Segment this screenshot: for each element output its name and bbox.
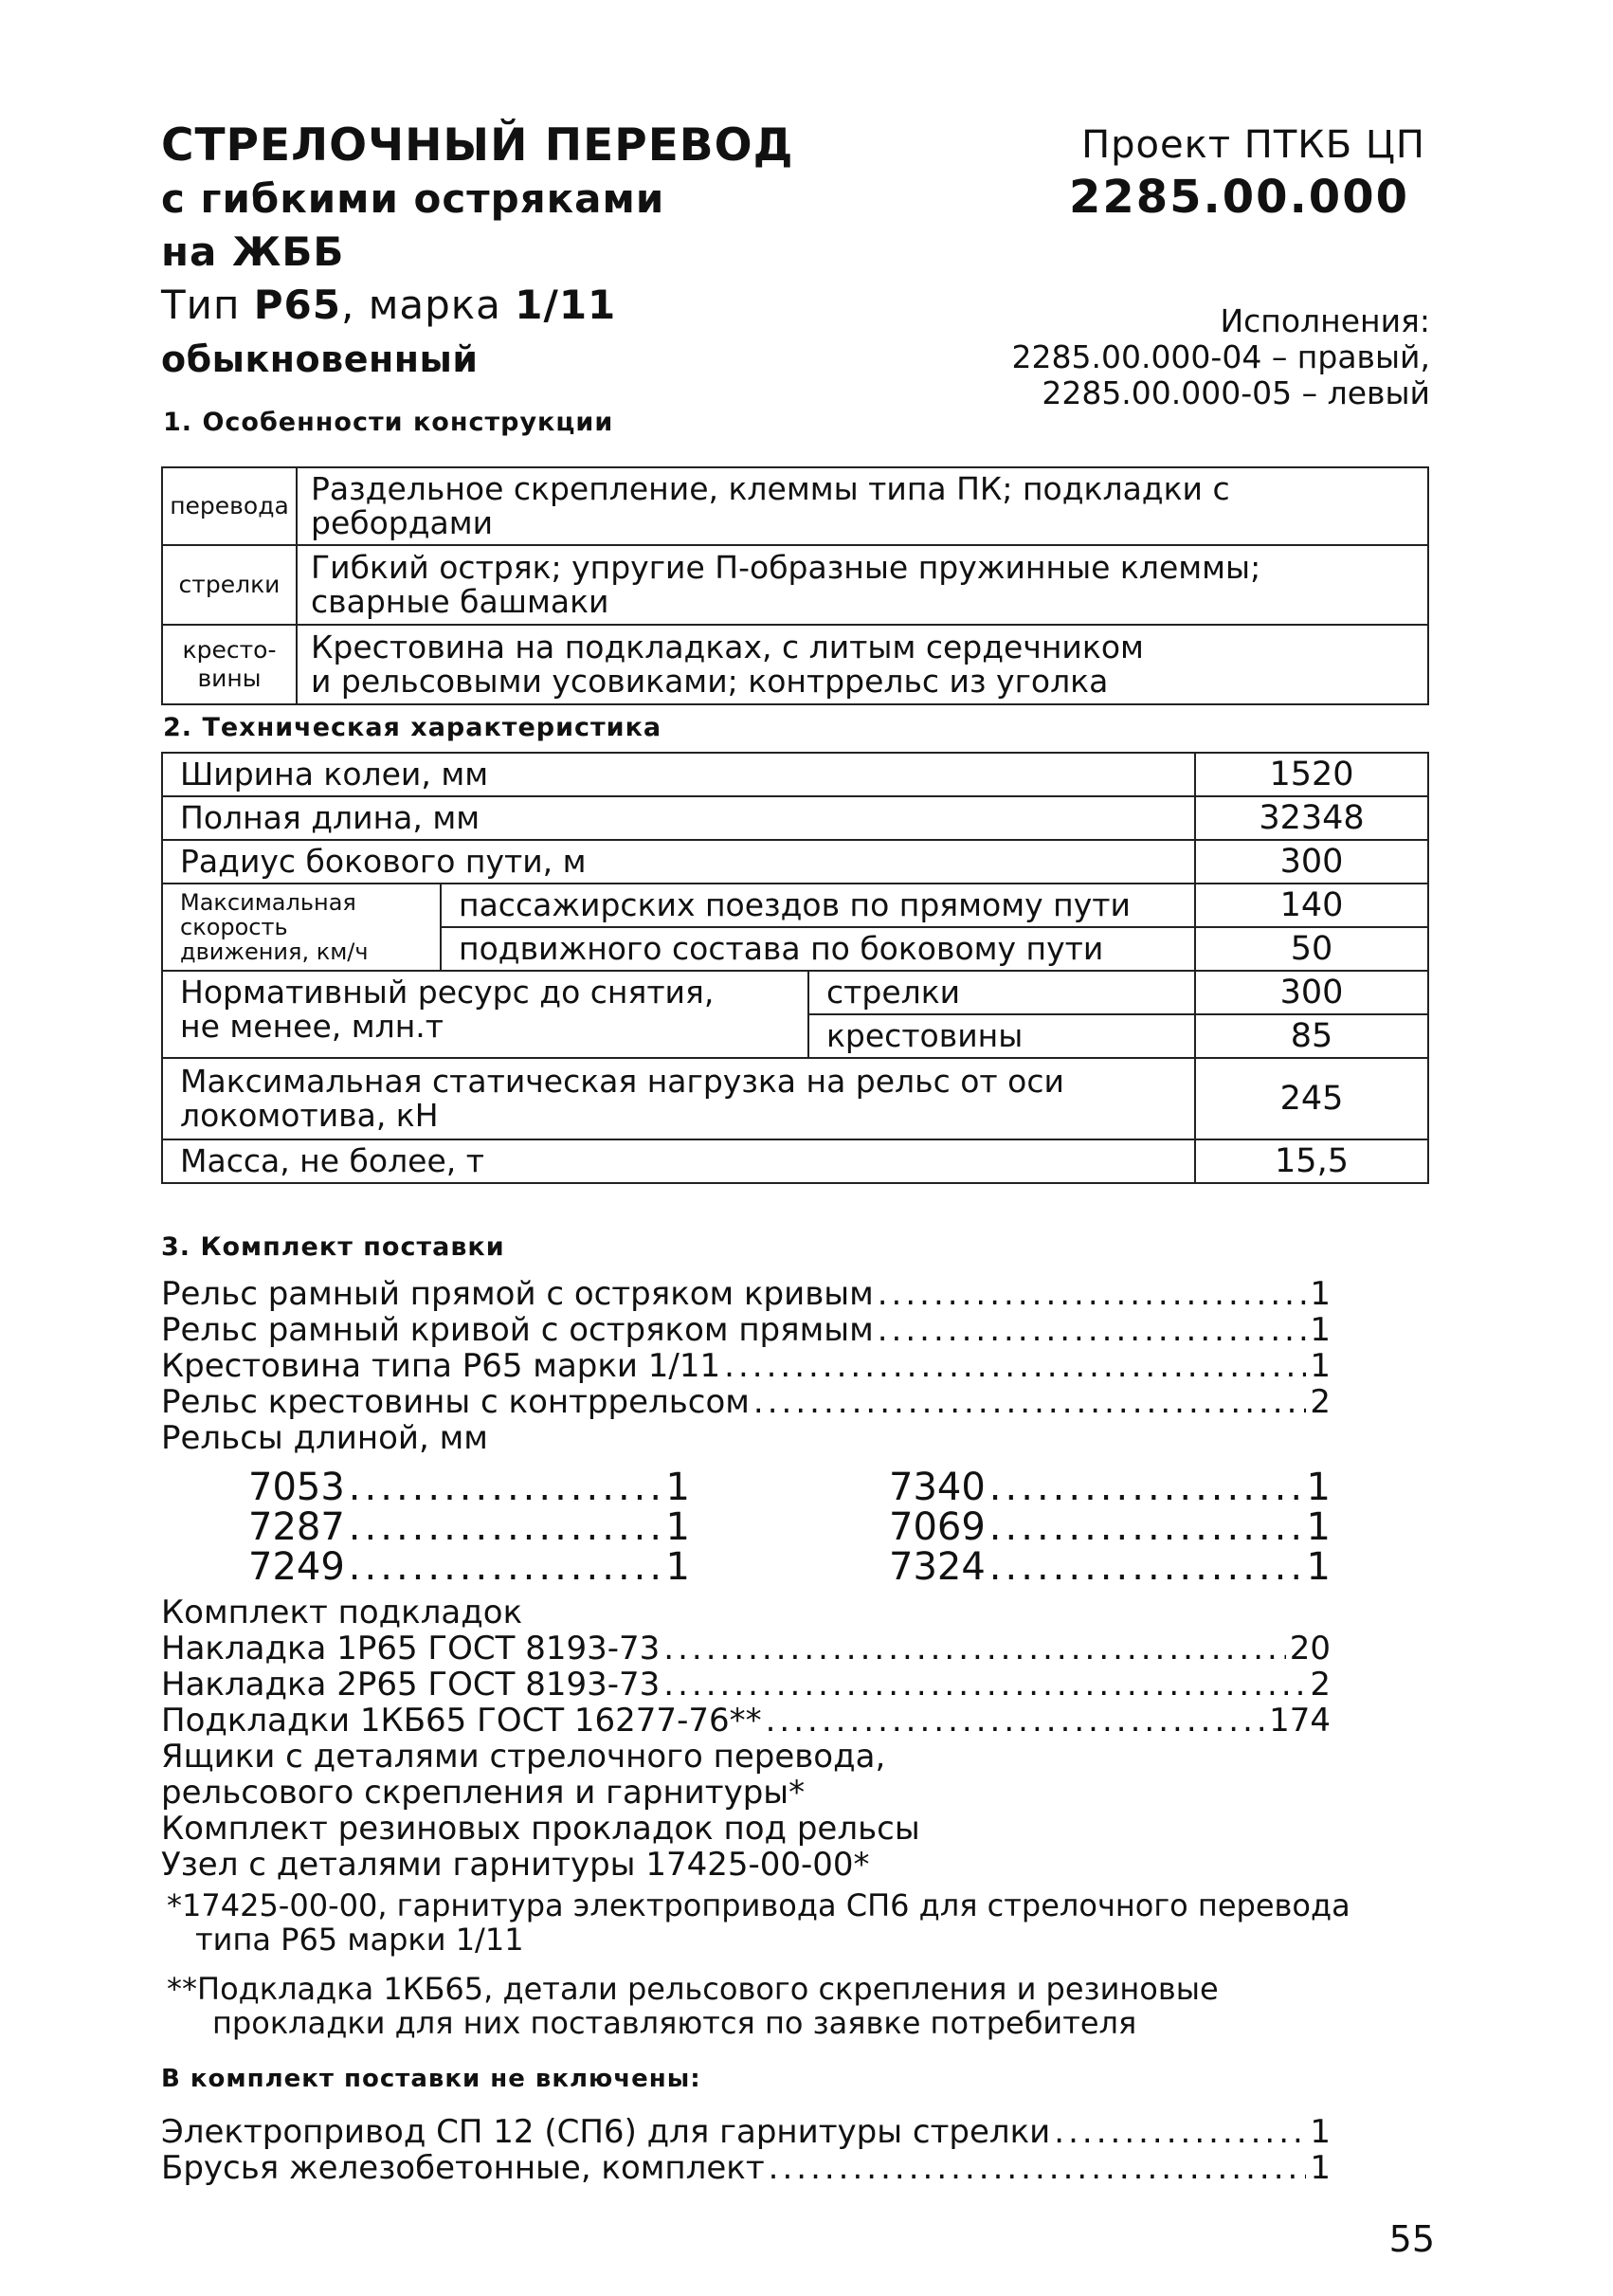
section-2-heading: 2. Техническая характеристика — [163, 713, 662, 742]
list-item: 7249 ..... 1 — [248, 1547, 690, 1587]
excluded-heading: В комплект поставки не включены: — [161, 2065, 701, 2093]
table-row — [162, 971, 1428, 1014]
list-item: Рельс рамный кривой с остряком прямым ..... 1 — [161, 1312, 1331, 1348]
list-item: 7287 ..... 1 — [248, 1507, 690, 1547]
feature-cell: Раздельное скрепление, клеммы типа ПК; подкладки с ребордами — [297, 467, 1428, 545]
executions-label: Исполнения: — [1220, 302, 1430, 339]
speed-straight-label: пассажирских поездов по прямому пути — [441, 884, 1195, 927]
rails-left-column — [248, 1467, 690, 1587]
spec-value: 245 — [1195, 1058, 1428, 1139]
executions-block — [1011, 303, 1430, 411]
spec-label: Полная длина, мм — [162, 796, 1195, 840]
spec-label: Радиус бокового пути, м — [162, 840, 1195, 884]
title-block — [161, 119, 793, 387]
list-item: Брусья железобетонные, комплект ..... 1 — [161, 2150, 1331, 2186]
list-item: 7053 ..... 1 — [248, 1467, 690, 1507]
list-item: Накладка 1Р65 ГОСТ 8193-73 ..... 20 — [161, 1631, 1331, 1667]
list-item: Рельс рамный прямой с остряком кривым ..... 1 — [161, 1276, 1331, 1312]
rails-right-column — [889, 1467, 1331, 1587]
table-row — [162, 796, 1428, 840]
title-subtitle-1: с гибкими остряками — [161, 175, 665, 222]
table-row — [162, 625, 1428, 704]
supply-list-bottom — [161, 1594, 1331, 1883]
project-number: 2285.00.000 — [1068, 171, 1409, 224]
list-item: рельсового скрепления и гарнитуры* — [161, 1774, 806, 1812]
table-row — [162, 753, 1428, 796]
technical-specs-table — [161, 752, 1429, 1184]
spec-value: 300 — [1195, 971, 1428, 1014]
table-row — [162, 1058, 1428, 1139]
footnote-1: *17425-00-00, гарнитура электропривода СП6 для стрелочного перевода типа Р65 марки 1/11 — [167, 1887, 1350, 1958]
part-cell: кресто- вины — [162, 625, 297, 704]
spec-value: 32348 — [1195, 796, 1428, 840]
title-kind: обыкновенный — [161, 338, 479, 380]
list-item: Крестовина типа Р65 марки 1/11 ..... 1 — [161, 1348, 1331, 1384]
list-item: Комплект резиновых прокладок под рельсы — [161, 1810, 920, 1848]
list-item: 7324 ..... 1 — [889, 1547, 1331, 1587]
table-row — [162, 1139, 1428, 1183]
spec-value: 15,5 — [1195, 1139, 1428, 1183]
resource-label: Нормативный ресурс до снятия, не менее, млн.т — [162, 971, 808, 1058]
page-number: 55 — [1388, 2218, 1435, 2260]
title-type-line: Тип Р65, марка 1/11 — [161, 282, 617, 328]
execution-right: 2285.00.000-04 – правый, — [1011, 338, 1430, 375]
footnote-2: **Подкладка 1КБ65, детали рельсового скрепления и резиновые прокладки для них поставляются по заявке потребителя — [167, 1971, 1219, 2041]
part-cell: перевода — [162, 467, 297, 545]
document-title: СТРЕЛОЧНЫЙ ПЕРЕВОД — [161, 119, 794, 172]
spec-label: Масса, не более, т — [162, 1139, 1195, 1183]
spec-label: Ширина колеи, мм — [162, 753, 1195, 796]
load-label: Максимальная статическая нагрузка на рельс от оси локомотива, кН — [162, 1058, 1195, 1139]
resource-cross-label: крестовины — [808, 1014, 1195, 1058]
section-3-heading: 3. Комплект поставки — [161, 1232, 505, 1262]
list-item: 7069 ..... 1 — [889, 1507, 1331, 1547]
table-row — [162, 545, 1428, 625]
part-cell: стрелки — [162, 545, 297, 625]
list-item: Электропривод СП 12 (СП6) для гарнитуры стрелки ..... 1 — [161, 2114, 1331, 2150]
list-item: Накладка 2Р65 ГОСТ 8193-73 ..... 2 — [161, 1667, 1331, 1703]
speed-label: Максимальная скорость движения, км/ч — [162, 884, 441, 971]
table-row — [162, 840, 1428, 884]
list-item: Рельс крестовины с контррельсом ..... 2 — [161, 1384, 1331, 1420]
rails-heading: Рельсы длиной, мм — [161, 1419, 488, 1457]
spec-value: 300 — [1195, 840, 1428, 884]
spec-value: 85 — [1195, 1014, 1428, 1058]
list-item: Подкладки 1КБ65 ГОСТ 16277-76** ..... 174 — [161, 1703, 1331, 1739]
spec-value: 50 — [1195, 927, 1428, 971]
list-item: 7340 ..... 1 — [889, 1467, 1331, 1507]
feature-cell: Гибкий остряк; упругие П-образные пружинные клеммы; сварные башмаки — [297, 545, 1428, 625]
spec-value: 1520 — [1195, 753, 1428, 796]
list-item: Ящики с деталями стрелочного перевода, — [161, 1738, 886, 1776]
project-label: Проект ПТКБ ЦП — [1081, 123, 1425, 167]
excluded-list — [161, 2114, 1331, 2186]
table-row — [162, 467, 1428, 545]
title-subtitle-2: на ЖББ — [161, 228, 345, 275]
table-row — [162, 884, 1428, 927]
speed-side-label: подвижного состава по боковому пути — [441, 927, 1195, 971]
spec-value: 140 — [1195, 884, 1428, 927]
design-features-table — [161, 466, 1429, 705]
supply-list-top — [161, 1276, 1331, 1456]
pads-heading: Комплект подкладок — [161, 1594, 523, 1631]
execution-left: 2285.00.000-05 – левый — [1042, 374, 1430, 411]
feature-cell: Крестовина на подкладках, с литым сердечником и рельсовыми усовиками; контррельс из уголка — [297, 625, 1428, 704]
resource-switch-label: стрелки — [808, 971, 1195, 1014]
list-item: Узел с деталями гарнитуры 17425-00-00* — [161, 1846, 870, 1884]
section-1-heading: 1. Особенности конструкции — [163, 408, 614, 437]
